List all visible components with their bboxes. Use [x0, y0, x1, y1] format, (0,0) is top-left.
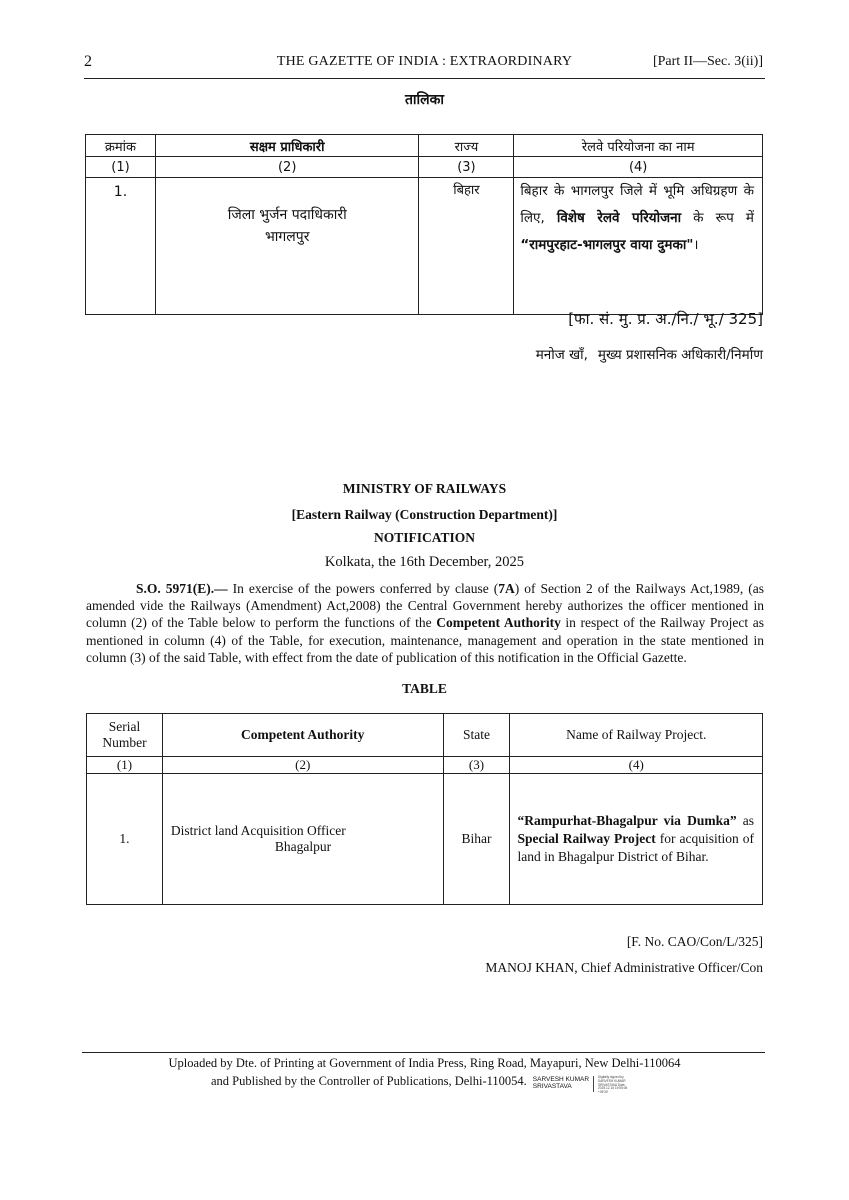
body-bold-2: Competent Authority [436, 615, 561, 631]
english-colnum-3: (3) [443, 757, 510, 774]
ministry-heading: MINISTRY OF RAILWAYS [342, 481, 507, 496]
hindi-row-authority [155, 178, 419, 315]
english-col-serial-line1: Serial [108, 719, 141, 734]
hindi-colnum-3: (3) [419, 157, 514, 178]
english-table-number-row [87, 757, 763, 774]
digital-signature-name-line1: SARVESH KUMAR [532, 1076, 590, 1083]
english-authority-line1: District land Acquisition Officer [170, 823, 346, 838]
footer-line-2-row [0, 1074, 849, 1095]
hindi-project-text-1: बिहार के भागलपुर जिले में भूमि अधिग्रहण के लिए, [520, 183, 754, 226]
english-project-text-1: as [736, 813, 754, 828]
hindi-authority-line2: भागलपुर [264, 229, 310, 245]
hindi-project-text-2: के रूप में [681, 210, 754, 226]
hindi-file-reference: [फा. सं. मु. प्र. अ./नि./ भू./ 325] [568, 310, 763, 328]
hindi-row-serial: 1. [86, 178, 156, 315]
hindi-row-project [514, 178, 763, 315]
english-col-serial-line2: Number [102, 735, 147, 750]
hindi-signatory-title: मुख्य प्रशासनिक अधिकारी/निर्माण [597, 347, 763, 363]
hindi-col-state: राज्य [419, 135, 514, 157]
hindi-table [85, 134, 763, 315]
hindi-row-state: बिहार [419, 178, 514, 315]
hindi-colnum-4: (4) [514, 157, 763, 178]
digital-signature-divider [593, 1076, 594, 1092]
digital-signature-info: Digitally signed by SARVESH KUMAR SRIVASTAVA Date: 2025.12.16 19:55:05 +05'30' [598, 1075, 628, 1095]
notification-body [86, 580, 764, 666]
english-col-authority: Competent Authority [162, 714, 443, 757]
digital-signature-stamp [533, 1074, 638, 1095]
body-bold-1: 7A [498, 581, 515, 596]
gazette-part: [Part II—Sec. 3(ii)] [652, 54, 763, 69]
order-number: S.O. 5971(E).— [136, 581, 228, 596]
english-signatory: MANOJ KHAN, Chief Administrative Officer/Con [485, 960, 763, 975]
english-colnum-2: (2) [162, 757, 443, 774]
english-project-bold-2: Special Railway Project [517, 831, 656, 846]
footer-line-2: and Published by the Controller of Publications, Delhi-110054. [210, 1074, 527, 1088]
hindi-col-serial: क्रमांक [86, 135, 156, 157]
header-rule [84, 78, 765, 79]
footer-rule [82, 1052, 765, 1053]
english-row-state: Bihar [443, 774, 510, 905]
page-number: 2 [84, 53, 92, 70]
english-project-text-2: for acquisition of land in Bhagalpur District of Bihar. [517, 831, 754, 864]
hindi-table-header-row [86, 135, 763, 157]
footer-line-1: Uploaded by Dte. of Printing at Government of India Press, Ring Road, Mayapuri, New Delhi-110064 [168, 1056, 681, 1070]
table-row [86, 178, 763, 315]
department-heading: [Eastern Railway (Construction Department)] [291, 507, 558, 522]
hindi-colnum-2: (2) [155, 157, 419, 178]
hindi-project-bold-1: विशेष रेलवे परियोजना [556, 210, 682, 226]
digital-signature-name-line2: SRIVASTAVA [532, 1083, 572, 1090]
english-row-serial: 1. [87, 774, 163, 905]
english-file-reference: [F. No. CAO/Con/L/325] [626, 934, 763, 949]
table-row [87, 774, 763, 905]
english-col-project: Name of Railway Project. [510, 714, 763, 757]
gazette-title: THE GAZETTE OF INDIA : EXTRAORDINARY [276, 54, 573, 69]
english-table-header-row [87, 714, 763, 757]
english-table-title: TABLE [402, 681, 447, 696]
body-text-3: in respect of the Railway Project as mentioned in column (4) of the Table, for execution, maintenance, management and operation in the state mentioned in column (3) of the said Table, with effect from the date of publication of this notification in the Official Gazette. [86, 615, 764, 665]
place-date: Kolkata, the 16th December, 2025 [324, 554, 525, 570]
hindi-signatory [536, 345, 763, 363]
hindi-table-title: तालिका [404, 92, 445, 108]
english-col-state: State [443, 714, 510, 757]
english-row-project [510, 774, 763, 905]
english-colnum-4: (4) [510, 757, 763, 774]
notification-heading: NOTIFICATION [373, 530, 475, 545]
hindi-col-authority: सक्षम प्राधिकारी [155, 135, 419, 157]
english-authority-line2: Bhagalpur [274, 839, 332, 854]
english-table [86, 713, 763, 905]
hindi-project-bold-2: “रामपुरहाट-भागलपुर वाया दुमका" [520, 237, 694, 253]
hindi-table-number-row [86, 157, 763, 178]
english-colnum-1: (1) [87, 757, 163, 774]
hindi-colnum-1: (1) [86, 157, 156, 178]
hindi-signatory-name: मनोज खाँ, [535, 347, 588, 363]
hindi-col-project: रेलवे परियोजना का नाम [514, 135, 763, 157]
hindi-project-text-3: । [693, 237, 699, 253]
hindi-authority-line1: जिला भुर्जन पदाधिकारी [227, 207, 347, 223]
english-row-authority [162, 774, 443, 905]
body-text-1: In exercise of the powers conferred by clause ( [227, 581, 499, 596]
body-text-2: ) of Section 2 of the Railways Act,1989, (as amended vide the Railways (Amendment) Act,2008) the Central Government hereby authorizes the officer mentioned in column (2) of the Table below to perform the functions of the [86, 581, 764, 631]
english-col-serial [87, 714, 163, 757]
digital-signature-name [533, 1076, 589, 1090]
english-project-bold-1: “Rampurhat-Bhagalpur via Dumka” [517, 813, 737, 828]
